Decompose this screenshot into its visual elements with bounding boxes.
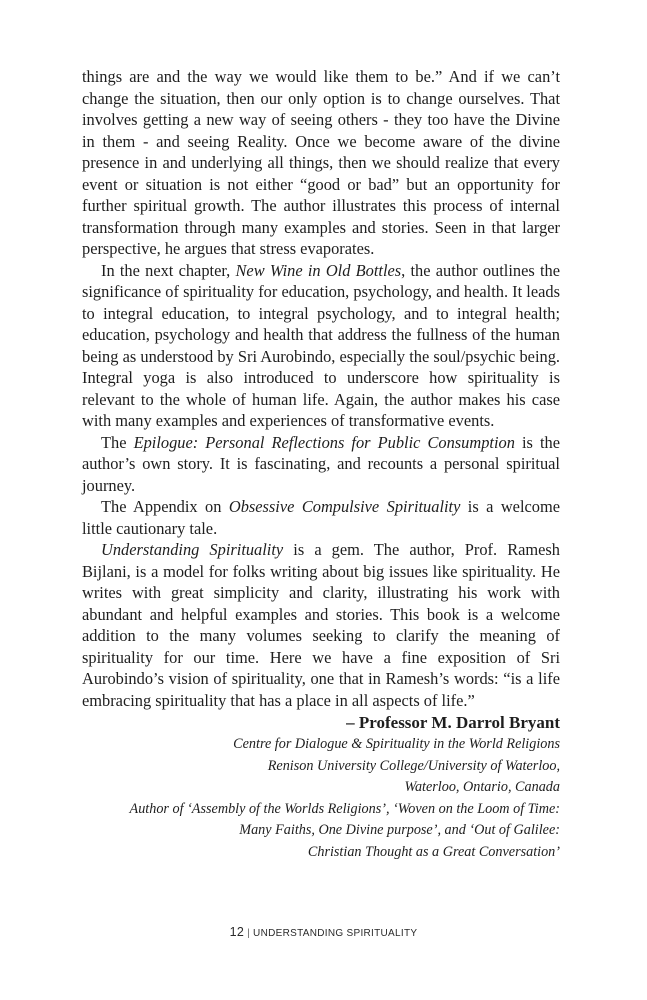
text-run: , the author outlines the significance of spirituality for education, psychology, and health. It leads to integral education, to integral psychology, and to integral health; education, psychology and health that address the fullness of the human being as understood by Sri Aurobindo, especially the soul/psychic being. Integral yoga is also introduced to underscore how spirituality is relevant to the whole of human life. Again, the author makes his case with many examples and experiences of transformative events. [82,260,560,430]
affiliation-line: Centre for Dialogue & Spirituality in the World Religions [233,736,560,752]
text-run: The Appendix on [101,497,229,516]
text-run: is the author’s own story. It is fascinating, and recounts a personal spiritual journey. [82,432,561,495]
paragraph [82,496,560,539]
italic-title: Obsessive Compulsive Spirituality [228,497,461,516]
text-run: things are and the way we would like them to be.” And if we can’t change the situation, then our only option is to change ourselves. That involves getting a new way of seeing others - they too have the Divine in them - and seeing Reality. Once we become aware of the divine presence in and underlying all things, then we should realize that every event or situation is not either “good or bad” but an opportunity for further spiritual growth. The author illustrates this process of internal transformation through many examples and stories. Seen in that larger perspective, he argues that stress evaporates. [82,67,560,258]
affiliation-line: Christian Thought as a Great Conversation’ [307,843,560,860]
italic-title: Epilogue: Personal Reflections for Public Consumption [133,432,515,452]
paragraph [82,66,560,260]
paragraph [82,539,560,711]
text-run: is a welcome little cautionary tale. [82,497,560,538]
page-footer [0,925,647,939]
affiliation-line: Author of ‘Assembly of the Worlds Religions’, ‘Woven on the Loom of Time: [129,800,560,817]
paragraph [82,432,560,497]
body-text [82,66,560,863]
paragraph-list [82,66,560,711]
page-number: 12 [229,925,245,939]
affiliation [82,734,560,863]
text-run: In the next chapter, [101,260,236,280]
signature: – Professor M. Darrol Bryant [346,713,560,732]
affiliation-line: Waterloo, Ontario, Canada [404,779,560,795]
affiliation-line: Many Faiths, One Divine purpose’, and ‘Out of Galilee: [239,822,560,838]
affiliation-line: Renison University College/University of Waterloo, [267,757,560,774]
text-run: The [101,432,134,452]
italic-title: New Wine in Old Bottles [235,260,402,280]
footer-separator: | [247,928,251,939]
paragraph [82,260,560,432]
italic-title: Understanding Spirituality [101,540,284,559]
text-run: is a gem. The author, Prof. Ramesh Bijlani, is a model for folks writing about big issues like spirituality. He writes with great simplicity and clarity, illustrating his work with abundant and helpful examples and stories. This book is a welcome addition to the many volumes seeking to clarify the meaning of spirituality for our time. Here we have a fine exposition of Sri Aurobindo’s vision of spirituality, one that in Ramesh’s words: “is a life embracing spirituality that has a place in all aspects of life.” [82,540,561,710]
running-title: UNDERSTANDING SPIRITUALITY [253,928,418,939]
